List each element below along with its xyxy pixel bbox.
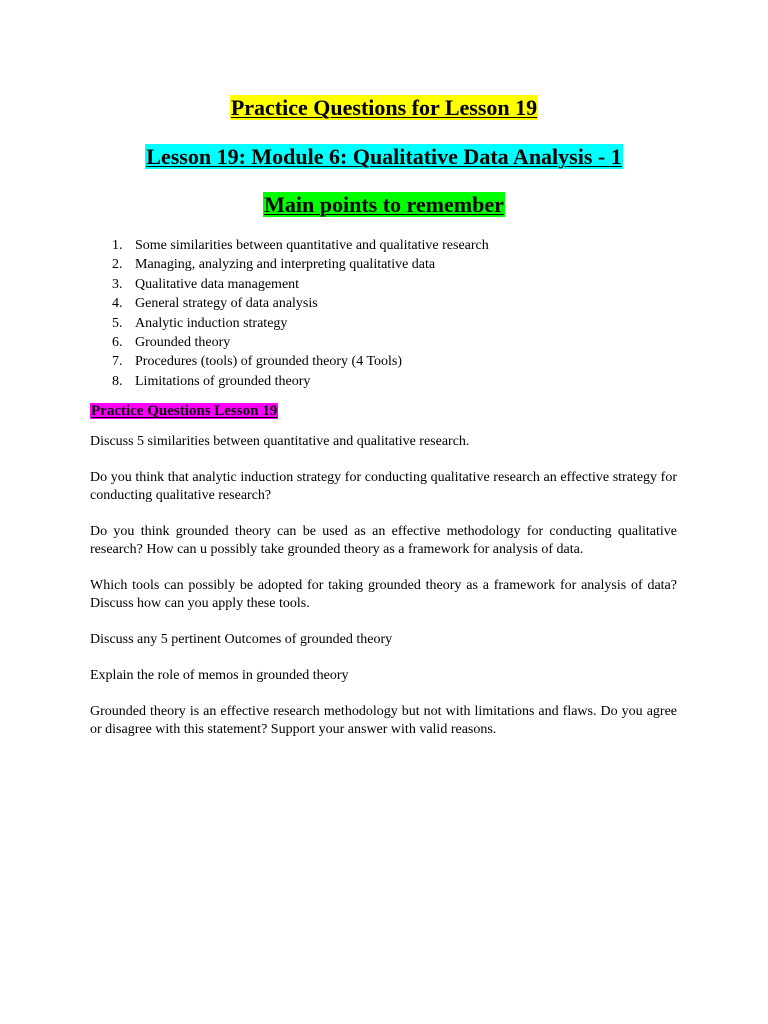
list-item xyxy=(90,314,489,333)
list-item-text: Limitations of grounded theory xyxy=(135,373,311,389)
list-item-text: Managing, analyzing and interpreting qualitative data xyxy=(135,257,436,273)
practice-questions-heading-text: Practice Questions Lesson 19 xyxy=(91,403,278,419)
list-item-number: 6. xyxy=(112,335,123,351)
question-paragraph: Explain the role of memos in grounded theory xyxy=(90,668,349,683)
list-item xyxy=(90,255,489,274)
document-title-text: Practice Questions for Lesson 19 xyxy=(230,95,538,120)
practice-questions xyxy=(90,433,677,757)
document-title xyxy=(0,95,768,121)
main-points-heading xyxy=(0,192,768,218)
list-item-number: 5. xyxy=(112,315,123,331)
question-paragraph: Discuss 5 similarities between quantitative and qualitative research. xyxy=(90,434,470,449)
practice-questions-heading xyxy=(90,401,278,421)
question-paragraph: Do you think grounded theory can be used as an effective methodology for conducting qualitative research? How can u possibly take grounded theory as a framework for analysis of data. xyxy=(90,524,677,557)
list-item-text: Qualitative data management xyxy=(135,276,300,292)
list-item-text: General strategy of data analysis xyxy=(135,296,318,312)
list-item-text: Some similarities between quantitative and qualitative research xyxy=(135,238,489,253)
list-item-text: Analytic induction strategy xyxy=(135,315,288,331)
list-item-number: 7. xyxy=(112,354,123,370)
main-points-heading-text: Main points to remember xyxy=(264,192,504,217)
main-points-list xyxy=(90,236,489,391)
question-paragraph: Which tools can possibly be adopted for taking grounded theory as a framework for analysis of data? Discuss how can you apply these tools. xyxy=(90,578,677,611)
list-item-number: 4. xyxy=(112,296,123,312)
lesson-heading-text: Lesson 19: Module 6: Qualitative Data Analysis - 1 xyxy=(146,144,622,169)
list-item xyxy=(90,372,489,391)
list-item xyxy=(90,236,489,255)
list-item-number: 8. xyxy=(112,373,123,389)
list-item-number: 1. xyxy=(112,238,123,253)
lesson-heading xyxy=(0,144,768,170)
list-item xyxy=(90,294,489,313)
question-paragraph: Discuss any 5 pertinent Outcomes of grounded theory xyxy=(90,632,393,647)
list-item-number: 2. xyxy=(112,257,123,273)
question-paragraph: Do you think that analytic induction strategy for conducting qualitative research an effective strategy for conducting qualitative research? xyxy=(90,470,677,503)
question-paragraph: Grounded theory is an effective research methodology but not with limitations and flaws. Do you agree or disagree with this statement? Support your answer with valid reasons. xyxy=(90,704,677,737)
list-item xyxy=(90,275,489,294)
list-item-text: Procedures (tools) of grounded theory (4 Tools) xyxy=(135,354,403,370)
list-item-number: 3. xyxy=(112,276,123,292)
list-item xyxy=(90,352,489,371)
list-item xyxy=(90,333,489,352)
list-item-text: Grounded theory xyxy=(135,335,231,351)
